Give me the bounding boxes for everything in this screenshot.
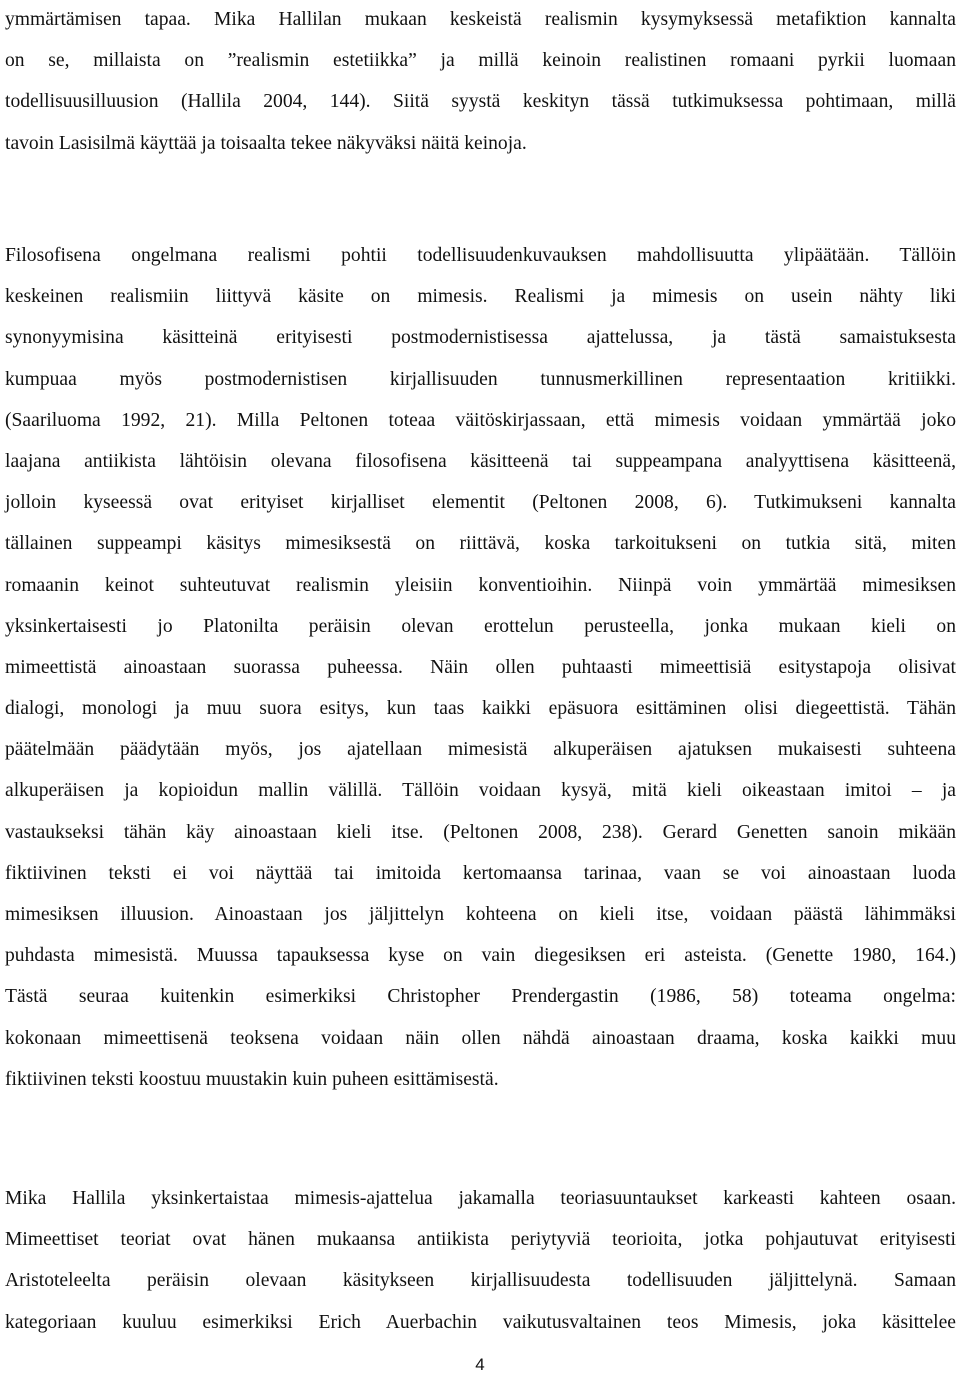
text-line: Mika Hallila yksinkertaistaa mimesis-ajattelua jakamalla teoriasuuntaukset karkeasti kahteen osaan. — [5, 1188, 956, 1209]
text-line: jolloin kyseessä ovat erityiset kirjalliset elementit (Peltonen 2008, 6). Tutkimukseni kannalta — [5, 492, 956, 514]
text-line: vastaukseksi tähän käy ainoastaan kieli itse. (Peltonen 2008, 238). Gerard Genetten sanoin mikään — [5, 821, 956, 843]
text-line: päätelmään päädytään myös, jos ajatellaan mimesistä alkuperäisen ajatuksen mukaisesti suhteena — [5, 739, 956, 761]
text-line: laajana antiikista lähtöisin olevana filosofisena käsitteenä tai suppeampana analyyttisena käsitteenä, — [5, 450, 956, 472]
text-line: Mimeettiset teoriat ovat hänen mukaansa antiikista periytyviä teorioita, jotka pohjautuvat erityisesti — [5, 1229, 956, 1251]
text-line: tavoin Lasisilmä käyttää ja toisaalta tekee näkyväksi näitä keinoja. — [5, 132, 527, 154]
text-line: puhdasta mimesistä. Muussa tapauksessa kyse on vain diegesiksen eri asteista. (Genette 1980, 164.) — [5, 945, 956, 967]
text-line: todellisuusilluusion (Hallila 2004, 144). Siitä syystä keskityn tässä tutkimuksessa pohtimaan, millä — [5, 91, 956, 113]
text-line: fiktiivinen teksti koostuu muustakin kuin puheen esittämisestä. — [5, 1068, 499, 1090]
text-line: on se, millaista on ”realismin estetiikka” ja millä keinoin realistinen romaani pyrkii luomaan — [5, 50, 956, 72]
text-line: fiktiivinen teksti ei voi näyttää tai imitoida kertomaansa tarinaa, vaan se voi ainoastaan luoda — [5, 862, 956, 884]
text-line: mimesiksen illuusion. Ainoastaan jos jäljittelyn kohteena on kieli itse, voidaan päästä lähimmäksi — [5, 904, 956, 925]
text-line: dialogi, monologi ja muu suora esitys, kun taas kaikki epäsuora esittäminen olisi diegeettistä. Tähän — [5, 698, 956, 720]
text-line: ymmärtämisen tapaa. Mika Hallilan mukaan keskeistä realismin kysymyksessä metafiktion kannalta — [5, 9, 956, 30]
text-line: mimeettistä ainoastaan suorassa puheessa. Näin ollen puhtaasti mimeettisiä esitystapoja olisivat — [5, 656, 956, 678]
text-line: romaanin keinot suhteutuvat realismin yleisiin konventioihin. Niinpä voin ymmärtää mimesiksen — [5, 574, 956, 596]
paragraph-hallila-theories — [5, 1178, 956, 1343]
paragraph-mimesis — [5, 235, 956, 1100]
page-number: 4 — [475, 1355, 485, 1374]
text-line: kategoriaan kuuluu esimerkiksi Erich Auerbachin vaikutusvaltainen teos Mimesis, joka käsittelee — [5, 1311, 956, 1333]
paragraph-realism-intro — [5, 0, 956, 164]
text-line: Tästä seuraa kuitenkin esimerkiksi Christopher Prendergastin (1986, 58) toteama ongelma: — [5, 986, 956, 1008]
text-line: keskeinen realismiin liittyvä käsite on mimesis. Realismi ja mimesis on usein nähty liki — [5, 286, 956, 308]
text-line: kumpuaa myös postmodernistisen kirjallisuuden tunnusmerkillinen representaation kritiikki. — [5, 368, 956, 390]
text-line: alkuperäisen ja kopioidun mallin välillä. Tällöin voidaan kysyä, mitä kieli oikeastaan imitoi – ja — [5, 780, 956, 802]
text-line: yksinkertaisesti jo Platonilta peräisin olevan erottelun perusteella, jonka mukaan kieli on — [5, 615, 956, 637]
text-line: Filosofisena ongelmana realismi pohtii todellisuudenkuvauksen mahdollisuutta ylipäätään. Tällöin — [5, 245, 956, 266]
text-line: synonyymisina käsitteinä erityisesti postmodernistisessa ajattelussa, ja tästä samaistuksesta — [5, 327, 956, 349]
text-line: kokonaan mimeettisenä teoksena voidaan näin ollen nähdä ainoastaan draama, koska kaikki muu — [5, 1027, 956, 1049]
text-line: Aristoteleelta peräisin olevaan käsitykseen kirjallisuudesta todellisuuden jäljittelynä. Samaan — [5, 1270, 956, 1292]
text-line: tällainen suppeampi käsitys mimesiksestä on riittävä, koska tarkoitukseni on tutkia sitä, miten — [5, 533, 956, 555]
text-line: (Saariluoma 1992, 21). Milla Peltonen toteaa väitöskirjassaan, että mimesis voidaan ymmärtää joko — [5, 409, 956, 431]
